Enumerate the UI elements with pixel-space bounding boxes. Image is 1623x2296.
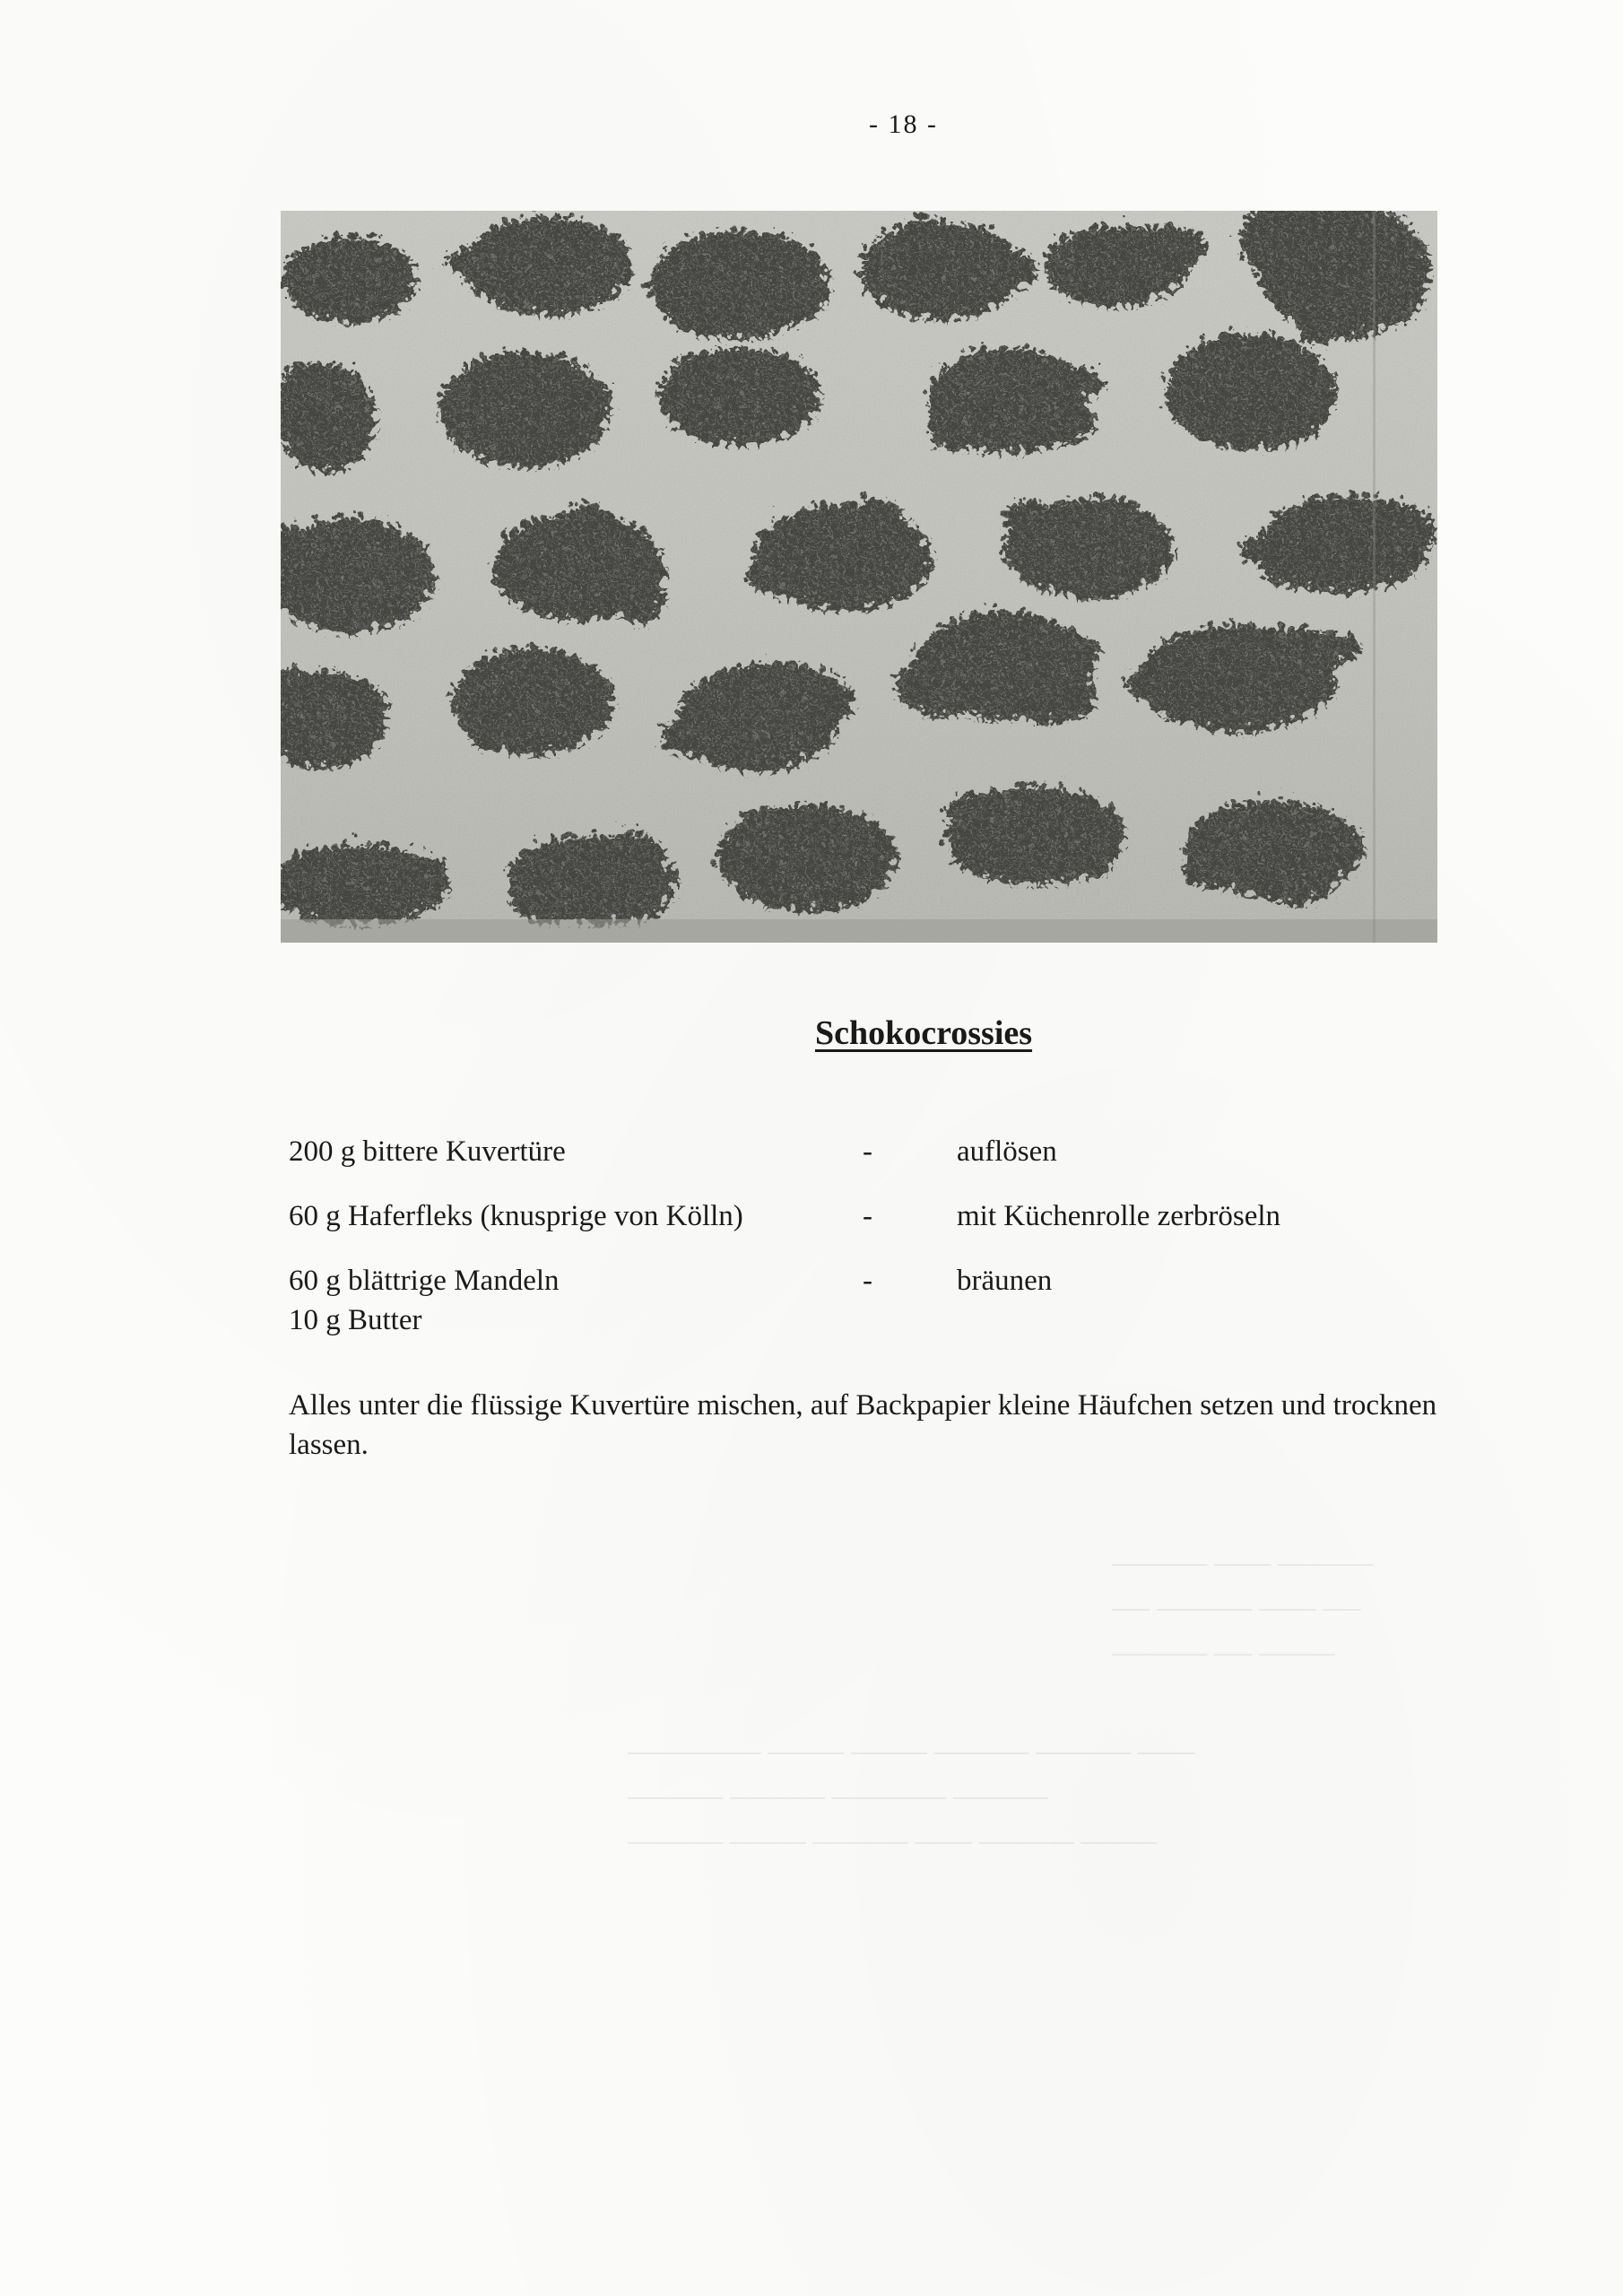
ingredient-amount xyxy=(289,1132,863,1171)
ingredient-row xyxy=(289,1132,1454,1171)
ingredient-amount xyxy=(289,1196,863,1236)
ingredient-amount xyxy=(289,1261,863,1340)
bleed-through-text: ─────── ──── ──── ───── ───── ─── ───── ───── ────── ───── ───── ──── ───── ─── ───── ──── xyxy=(628,1738,1195,1857)
ingredient-list xyxy=(289,1132,1454,1340)
recipe-photo xyxy=(281,211,1437,943)
ingredient-row xyxy=(289,1261,1454,1340)
recipe-instructions: Alles unter die flüssige Kuvertüre mischen, auf Backpapier kleine Häufchen setzen und trocknen lassen. xyxy=(289,1389,1437,1461)
recipe-title: Schokocrossies xyxy=(814,1014,1033,1052)
photo-cookies-icon xyxy=(281,211,1437,943)
separator-dash: - xyxy=(863,1265,872,1297)
ingredient-step: mit Küchenrolle zerbröseln xyxy=(957,1200,1281,1232)
bleed-through-text: ───── ─── ───── ── ───── ─── ── ───── ── ──── xyxy=(1112,1550,1374,1669)
page-number: - 18 - xyxy=(869,109,938,139)
separator-dash: - xyxy=(863,1200,872,1232)
ingredient-step: auflösen xyxy=(957,1135,1057,1168)
ingredient-amount-line: 60 g Haferfleks (knusprige von Kölln) xyxy=(289,1200,743,1232)
ingredient-amount-line: 60 g blättrige Mandeln xyxy=(289,1265,560,1297)
ingredient-amount-line: 10 g Butter xyxy=(289,1304,422,1336)
ingredient-amount-line: 200 g bittere Kuvertüre xyxy=(289,1135,566,1168)
separator-dash: - xyxy=(863,1135,872,1168)
ingredient-row xyxy=(289,1196,1454,1236)
ingredient-step: bräunen xyxy=(957,1265,1053,1297)
